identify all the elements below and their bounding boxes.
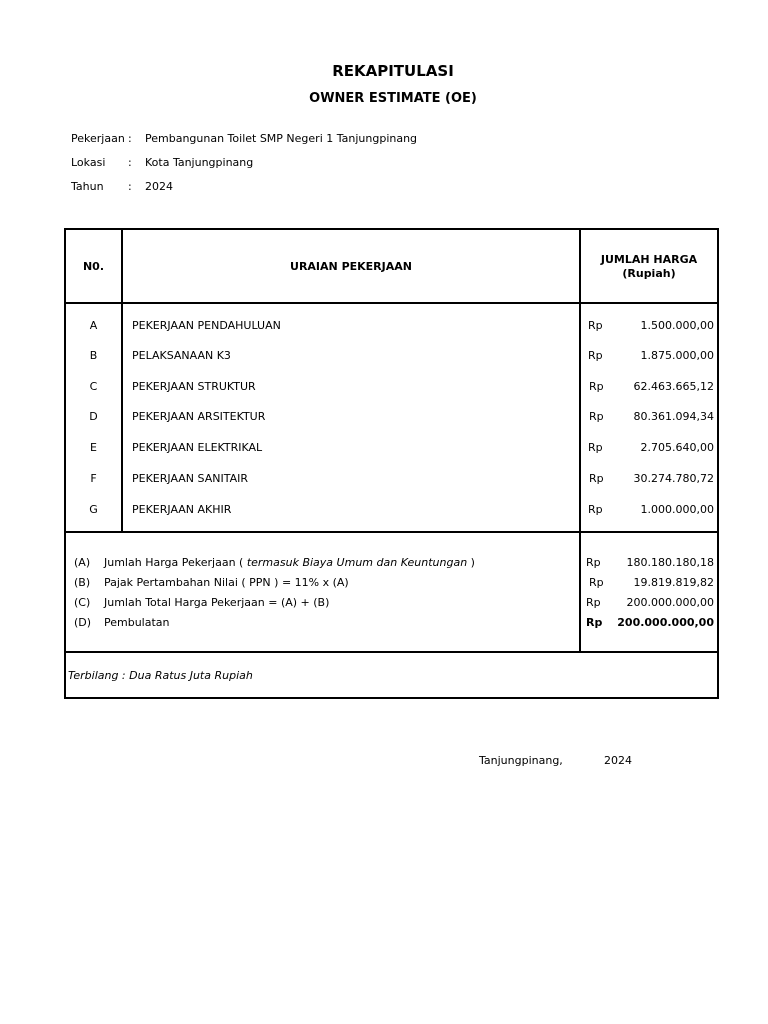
summary-code: (B) (74, 576, 91, 589)
summary-code: (C) (74, 596, 91, 609)
row-uraian: PEKERJAAN SANITAIR (132, 472, 248, 485)
column-divider-no (121, 230, 123, 531)
row-no: F (90, 472, 97, 485)
summary-currency: Rp (586, 556, 601, 569)
info-colon: : (128, 132, 132, 145)
row-amount: 1.000.000,00 (640, 503, 714, 516)
row-no: G (89, 503, 98, 516)
row-no: A (89, 319, 98, 332)
summary-code: (A) (74, 556, 91, 569)
summary-text-italic: termasuk Biaya Umum dan Keuntungan (246, 556, 468, 569)
row-uraian: PELAKSANAAN K3 (132, 349, 231, 362)
summary-text (104, 556, 475, 569)
row-currency: Rp (588, 319, 603, 332)
info-row-tahun (71, 180, 471, 194)
summary-text-plain: Jumlah Harga Pekerjaan ( (104, 556, 247, 569)
footer-place: Tanjungpinang, (479, 754, 563, 767)
row-uraian: PEKERJAAN ELEKTRIKAL (132, 441, 263, 454)
items-divider (66, 531, 717, 533)
row-currency: Rp (589, 410, 604, 423)
info-label: Pekerjaan (71, 132, 125, 145)
row-no: B (89, 349, 98, 362)
summary-amount: 200.000.000,00 (626, 596, 714, 609)
document-subtitle: OWNER ESTIMATE (OE) (309, 91, 477, 106)
terbilang-text: Terbilang : Dua Ratus Juta Rupiah (68, 669, 253, 682)
summary-text: Jumlah Total Harga Pekerjaan = (A) + (B) (104, 596, 330, 609)
row-no: E (90, 441, 97, 454)
row-currency: Rp (589, 380, 604, 393)
summary-code: (D) (74, 616, 92, 629)
info-value: Kota Tanjungpinang (145, 156, 254, 169)
header-jumlah: JUMLAH HARGA (600, 253, 698, 266)
summary-amount: 19.819.819,82 (633, 576, 714, 589)
summary-amount: 180.180.180,18 (626, 556, 714, 569)
summary-amount: 200.000.000,00 (617, 616, 714, 629)
recap-table (64, 228, 719, 699)
summary-text-after: ) (467, 556, 475, 569)
footer-year: 2024 (604, 754, 632, 767)
row-amount: 1.875.000,00 (640, 349, 714, 362)
summary-currency: Rp (586, 596, 601, 609)
summary-text: Pembulatan (104, 616, 170, 629)
summary-divider (66, 651, 717, 653)
summary-currency: Rp (586, 616, 603, 629)
info-value: 2024 (145, 180, 173, 193)
info-row-lokasi (71, 156, 471, 170)
row-currency: Rp (589, 472, 604, 485)
column-divider-amount (579, 230, 581, 652)
info-colon: : (128, 156, 132, 169)
row-amount: 2.705.640,00 (640, 441, 714, 454)
row-currency: Rp (588, 441, 603, 454)
info-value: Pembangunan Toilet SMP Negeri 1 Tanjungpinang (145, 132, 418, 145)
header-uraian: URAIAN PEKERJAAN (290, 260, 412, 273)
row-amount: 30.274.780,72 (633, 472, 714, 485)
row-amount: 80.361.094,34 (633, 410, 714, 423)
row-uraian: PEKERJAAN ARSITEKTUR (132, 410, 266, 423)
row-uraian: PEKERJAAN AKHIR (132, 503, 232, 516)
header-rupiah: (Rupiah) (622, 267, 676, 280)
summary-currency: Rp (589, 576, 604, 589)
info-label: Tahun (71, 180, 104, 193)
info-row-pekerjaan (71, 132, 471, 146)
info-colon: : (128, 180, 132, 193)
summary-text: Pajak Pertambahan Nilai ( PPN ) = 11% x (A) (104, 576, 349, 589)
header-divider (66, 302, 717, 304)
row-no: D (89, 410, 98, 423)
info-label: Lokasi (71, 156, 106, 169)
row-no: C (89, 380, 98, 393)
row-currency: Rp (588, 349, 603, 362)
row-amount: 62.463.665,12 (633, 380, 714, 393)
row-uraian: PEKERJAAN STRUKTUR (132, 380, 256, 393)
row-uraian: PEKERJAAN PENDAHULUAN (132, 319, 281, 332)
document-title: REKAPITULASI (332, 62, 454, 80)
row-amount: 1.500.000,00 (640, 319, 714, 332)
row-currency: Rp (588, 503, 603, 516)
header-no: N0. (82, 260, 105, 273)
